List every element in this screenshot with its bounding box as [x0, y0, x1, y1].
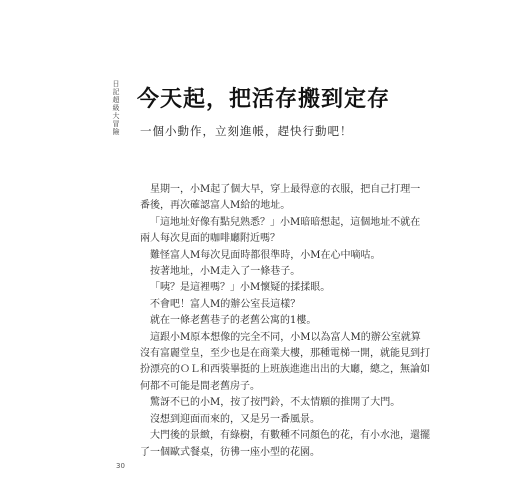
paragraph: 星期一，小M起了個大早，穿上最得意的衣服，把自己打理一番後，再次確認富人M給的地址。: [140, 184, 421, 212]
page-number: 30: [116, 462, 125, 470]
body-text: [140, 182, 430, 461]
chapter-title: 今天起，把活存搬到定存: [137, 87, 391, 112]
paragraph: 不會吧！富人M的辦公室長這樣？: [150, 298, 301, 310]
paragraph: 沒想到迎面而來的，又是另一番風景。: [150, 413, 320, 425]
paragraph: 驚訝不已的小M，按了按門鈴，不太情願的推開了大門。: [150, 397, 401, 409]
paragraph: 這跟小M原本想像的完全不同，小M以為富人M的辦公室就算沒有富麗堂皇，至少也是在商業大樓，那種電梯一開，就能見到打扮漂亮的ＯＬ和西裝畢挺的上班族進進出出的大廳，總之，無論如何都不可能是間老舊房子。: [140, 331, 430, 392]
running-header: 日記超級大冒險: [112, 80, 120, 136]
paragraph: 「咦？是這裡嗎？」小M懷疑的揉揉眼。: [150, 282, 331, 294]
chapter-subtitle: 一個小動作，立刻進帳，趕快行動吧！: [140, 124, 353, 138]
paragraph: 難怪富人M每次見面時都很準時，小M在心中嘀咕。: [150, 249, 381, 261]
paragraph: 就在一條老舊巷子的老舊公寓的1樓。: [150, 315, 317, 327]
paragraph: 大門後的景緻，有綠樹，有數種不同顏色的花，有小水池，還擺了一個歐式餐桌，彷彿一座小型的花園。: [140, 430, 430, 458]
paragraph: 按著地址，小M走入了一條巷子。: [150, 266, 301, 278]
paragraph: 「這地址好像有點兒熟悉？」小M暗暗想起，這個地址不就在兩人每次見面的咖啡廳附近嗎？: [140, 216, 421, 245]
